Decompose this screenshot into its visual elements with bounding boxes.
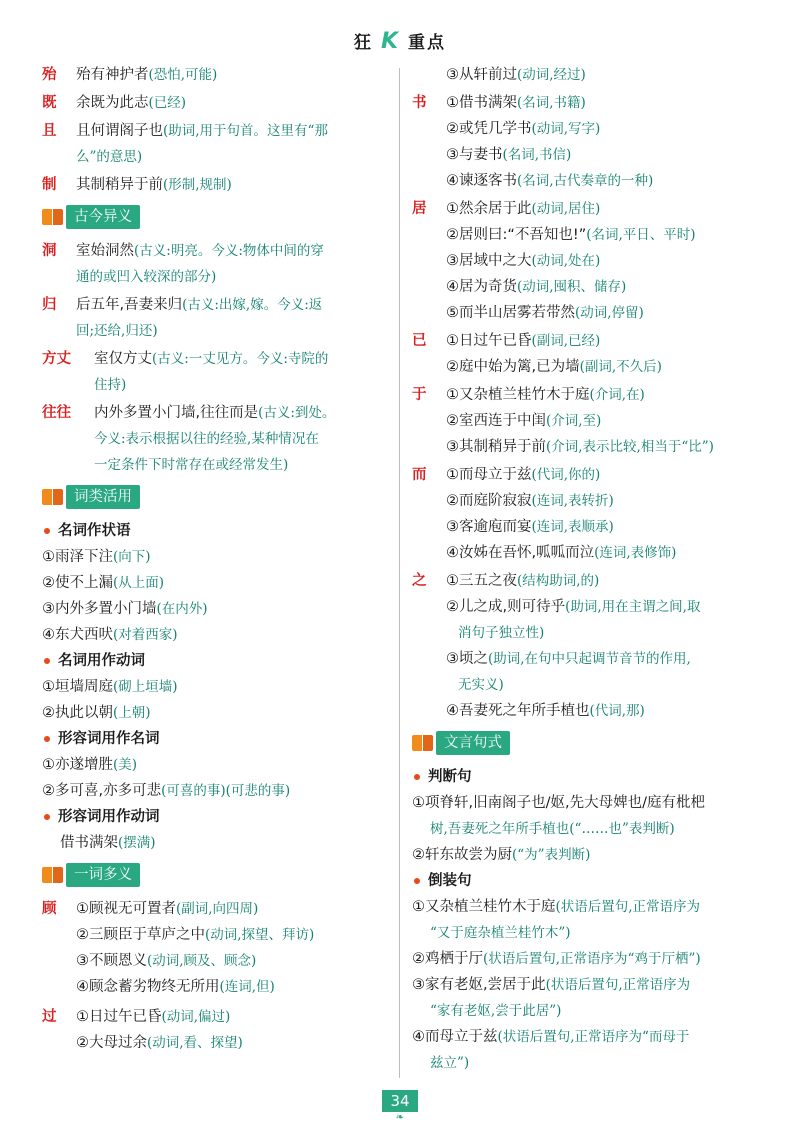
example-text: 后五年,吾妻来归 bbox=[76, 297, 183, 313]
list-item: ④吾妻死之年所手植也(代词,那) bbox=[446, 703, 645, 719]
entry-ji bbox=[42, 90, 392, 116]
list-item: ④而母立于兹(状语后置句,正常语序为“而母于 bbox=[412, 1029, 690, 1045]
list-item: ②多可喜,亦多可悲(可喜的事)(可悲的事) bbox=[42, 783, 291, 799]
headword: 制 bbox=[42, 177, 57, 193]
list-item: ③家有老妪,尝居于此(状语后置句,正常语序为 bbox=[412, 977, 691, 993]
list-item-continued: “家有老妪,尝于此居”) bbox=[430, 1003, 562, 1019]
section-label: 一词多义 bbox=[66, 863, 140, 887]
gloss-continued: 住持) bbox=[94, 377, 127, 393]
category-heading: 判断句 bbox=[412, 764, 764, 790]
list-item: ②使不上漏(从上面) bbox=[42, 575, 165, 591]
list-item: ③顷之(助词,在句中只起调节音节的作用, bbox=[446, 651, 691, 667]
gloss-continued: 么”的意思) bbox=[76, 149, 143, 165]
entry-fangzhang bbox=[42, 346, 392, 398]
gloss: (形制,规制) bbox=[163, 177, 232, 193]
entry-qie bbox=[42, 118, 392, 170]
bullet-dot-icon bbox=[414, 774, 420, 780]
list-item: ②庭中始为篱,已为墙(副词,不久后) bbox=[446, 359, 662, 375]
section-label: 词类活用 bbox=[66, 485, 140, 509]
list-item: ④居为奇货(动词,囤积、储存) bbox=[446, 279, 627, 295]
headword: 且 bbox=[42, 123, 57, 139]
gloss: (已经) bbox=[148, 95, 187, 111]
category-heading: 倒装句 bbox=[412, 868, 764, 894]
book-icon bbox=[42, 207, 64, 227]
example-text: 室仅方丈 bbox=[94, 351, 152, 367]
list-item-continued: 消句子独立性) bbox=[458, 625, 545, 641]
bullet-dot-icon bbox=[44, 814, 50, 820]
headword: 往往 bbox=[42, 405, 71, 421]
page-header bbox=[0, 28, 800, 58]
list-item-continued: 无实义) bbox=[458, 677, 504, 693]
list-item: ④谏逐客书(名词,古代奏章的一种) bbox=[446, 173, 654, 189]
list-item: ②室西连于中闺(介词,至) bbox=[446, 413, 602, 429]
gloss: (古义:出嫁,嫁。今义:返 bbox=[182, 297, 323, 313]
example-text: 其制稍异于前 bbox=[76, 177, 163, 193]
header-title-post: 重点 bbox=[407, 33, 446, 53]
headword: 书 bbox=[412, 95, 427, 111]
headword: 洞 bbox=[42, 243, 57, 259]
headword: 归 bbox=[42, 297, 57, 313]
bullet-dot-icon bbox=[44, 658, 50, 664]
list-item: ③居域中之大(动词,处在) bbox=[446, 253, 601, 269]
right-column bbox=[412, 62, 764, 1076]
entry-yu: 于 ①又杂植兰桂竹木于庭(介词,在) bbox=[412, 382, 764, 408]
list-item-continued: 树,吾妻死之年所手植也(“……也”表判断) bbox=[430, 821, 675, 837]
entry-gui bbox=[42, 292, 392, 344]
list-item: ③其制稍异于前(介词,表示比较,相当于“比”) bbox=[446, 439, 714, 455]
gloss: (古义:到处。 bbox=[258, 405, 336, 421]
book-icon bbox=[412, 733, 434, 753]
gloss: (助词,用于句首。这里有“那 bbox=[163, 123, 328, 139]
list-item: ③不顾恩义(动词,顾及、顾念) bbox=[76, 953, 257, 969]
header-logo-k: K bbox=[380, 29, 401, 54]
entry-ju: 居 ①然余居于此(动词,居住) bbox=[412, 196, 764, 222]
list-item: ③客逾庖而宴(连词,表顺承) bbox=[446, 519, 614, 535]
list-item: ②三顾臣于草庐之中(动词,探望、拜访) bbox=[76, 927, 315, 943]
gloss: (古义:一丈见方。今义:寺院的 bbox=[152, 351, 329, 367]
category-heading: 形容词用作动词 bbox=[42, 804, 392, 830]
list-item: ①又杂植兰桂竹木于庭(状语后置句,正常语序为 bbox=[412, 899, 701, 915]
list-item: ④东犬西吠(对着西家) bbox=[42, 627, 178, 643]
list-item: ①亦遂增胜(美) bbox=[42, 757, 138, 773]
entry-shu: 书 ①借书满架(名词,书籍) bbox=[412, 90, 764, 116]
headword: 方丈 bbox=[42, 351, 71, 367]
list-item-continued: 兹立”) bbox=[430, 1055, 470, 1071]
headword: 既 bbox=[42, 95, 57, 111]
section-yici bbox=[42, 862, 392, 888]
headword: 居 bbox=[412, 201, 427, 217]
headword: 而 bbox=[412, 467, 427, 483]
list-item: ②儿之成,则可待乎(助词,用在主谓之间,取 bbox=[446, 599, 701, 615]
list-item: ①项脊轩,旧南阁子也/妪,先大母婢也/庭有枇杷 bbox=[412, 795, 705, 811]
category-heading: 形容词用作名词 bbox=[42, 726, 392, 752]
list-item: ④顾念蓄劣物终无所用(连词,但) bbox=[76, 979, 275, 995]
headword: 殆 bbox=[42, 67, 57, 83]
list-item: ①垣墙周庭(砌上垣墙) bbox=[42, 679, 178, 695]
headword: 顾 bbox=[42, 901, 57, 917]
list-item: ②而庭阶寂寂(连词,表转折) bbox=[446, 493, 614, 509]
section-cilei bbox=[42, 484, 392, 510]
example-text: 殆有神护者 bbox=[76, 67, 149, 83]
example-text: 余既为此志 bbox=[76, 95, 149, 111]
list-item: ②居则曰:“不吾知也!”(名词,平日、平时) bbox=[446, 227, 696, 243]
entry-zhi: 之 ①三五之夜(结构助词,的) bbox=[412, 568, 764, 594]
headword: 之 bbox=[412, 573, 427, 589]
list-item: ③与妻书(名词,书信) bbox=[446, 147, 572, 163]
gloss-continued: 回;还给,归还) bbox=[76, 323, 158, 339]
entry-gu: 顾 ①顾视无可置者(副词,向四周) bbox=[42, 896, 392, 922]
entry-dong bbox=[42, 238, 392, 290]
section-guji bbox=[42, 204, 392, 230]
list-item: ②大母过余(动词,看、探望) bbox=[76, 1035, 243, 1051]
leaf-decoration-icon: ❧ bbox=[395, 1112, 405, 1123]
column-divider bbox=[399, 68, 400, 1078]
section-juzi bbox=[412, 730, 764, 756]
list-item: ④汝姊在吾怀,呱呱而泣(连词,表修饰) bbox=[446, 545, 677, 561]
gloss-continued: 一定条件下时常存在或经常发生) bbox=[94, 457, 289, 473]
category-heading: 名词作状语 bbox=[42, 518, 392, 544]
page-number: 34 bbox=[382, 1090, 418, 1112]
headword: 于 bbox=[412, 387, 427, 403]
example-text: 且何谓阁子也 bbox=[76, 123, 163, 139]
section-label: 古今异义 bbox=[66, 205, 140, 229]
gloss: (恐怕,可能) bbox=[148, 67, 218, 83]
example-text: 内外多置小门墙,往往而是 bbox=[94, 405, 259, 421]
entry-wangwang bbox=[42, 400, 392, 478]
list-item: ③内外多置小门墙(在内外) bbox=[42, 601, 208, 617]
bullet-dot-icon bbox=[44, 736, 50, 742]
list-item: ②或凭几学书(动词,写字) bbox=[446, 121, 601, 137]
bullet-dot-icon bbox=[414, 878, 420, 884]
left-column bbox=[42, 62, 392, 1056]
example-text: 室始洞然 bbox=[76, 243, 134, 259]
entry-er: 而 ①而母立于兹(代词,你的) bbox=[412, 462, 764, 488]
entry-dai bbox=[42, 62, 392, 88]
entry-yi: 已 ①日过午已昏(副词,已经) bbox=[412, 328, 764, 354]
book-icon bbox=[42, 865, 64, 885]
entry-guo: 过 ①日过午已昏(动词,偏过) bbox=[42, 1004, 392, 1030]
headword: 已 bbox=[412, 333, 427, 349]
list-item: ⑤而半山居雾若带然(动词,停留) bbox=[446, 305, 644, 321]
list-item: ②鸡栖于厅(状语后置句,正常语序为“鸡于厅栖”) bbox=[412, 951, 701, 967]
list-item: ②执此以朝(上朝) bbox=[42, 705, 151, 721]
gloss-continued: 今义:表示根据以往的经验,某种情况在 bbox=[94, 431, 319, 447]
list-item: ②轩东故尝为厨(“为”表判断) bbox=[412, 847, 591, 863]
section-label: 文言句式 bbox=[436, 731, 510, 755]
list-item: ③从轩前过(动词,经过) bbox=[446, 67, 586, 83]
list-item-continued: “又于庭杂植兰桂竹木”) bbox=[430, 925, 571, 941]
gloss-continued: 通的或凹入较深的部分) bbox=[76, 269, 217, 285]
headword: 过 bbox=[42, 1009, 57, 1025]
book-icon bbox=[42, 487, 64, 507]
category-heading: 名词用作动词 bbox=[42, 648, 392, 674]
bullet-dot-icon bbox=[44, 528, 50, 534]
entry-zhi bbox=[42, 172, 392, 198]
gloss: (古义:明亮。今义:物体中间的穿 bbox=[134, 243, 324, 259]
list-item: 借书满架(摆满) bbox=[60, 835, 156, 851]
list-item: ①雨泽下注(向下) bbox=[42, 549, 151, 565]
header-title-pre: 狂 bbox=[354, 33, 374, 53]
